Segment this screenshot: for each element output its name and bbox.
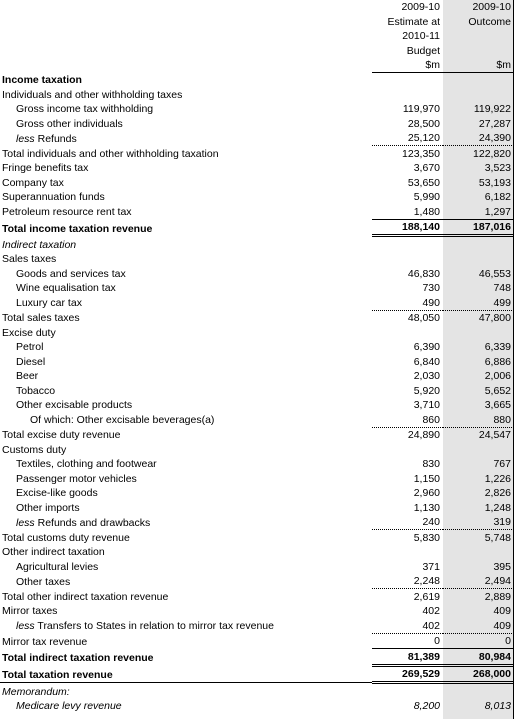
row-label: [0, 530, 372, 545]
estimate-value: 6,840: [413, 355, 440, 368]
table-row: [0, 442, 514, 457]
row-label: [0, 325, 372, 340]
outcome-value: 24,547: [443, 427, 514, 442]
table-row: [0, 589, 514, 604]
row-label: [0, 574, 372, 589]
table-row: [0, 574, 514, 589]
row-label: [0, 295, 372, 310]
estimate-value: [372, 87, 443, 102]
estimate-value: 1,150: [413, 472, 440, 485]
estimate-value: [372, 72, 443, 87]
row-label: [0, 559, 372, 574]
estimate-value: 490: [422, 296, 440, 309]
table-row: [0, 325, 514, 340]
table-row: [0, 161, 514, 176]
table-row: [0, 146, 514, 161]
table-row: [0, 683, 514, 699]
outcome-value: 880: [493, 413, 511, 426]
row-label: [0, 442, 372, 457]
row-label-text: Memorandum:: [2, 685, 70, 698]
header-col2-line: 2009-10: [472, 1, 511, 14]
row-label-text: Petroleum resource rent tax: [2, 206, 132, 219]
outcome-value: 0: [443, 633, 514, 649]
table-row: [0, 633, 514, 649]
row-label-text: Customs duty: [2, 443, 67, 456]
table-row: [0, 457, 514, 472]
estimate-value: 5,830: [372, 530, 443, 545]
estimate-value: [372, 442, 443, 457]
outcome-value: 119,922: [473, 103, 511, 116]
row-label-prefix: less: [16, 620, 35, 633]
row-label: [0, 281, 372, 296]
table-header: [0, 0, 514, 72]
row-label-text: Income taxation: [2, 74, 82, 87]
outcome-value: [443, 72, 514, 87]
outcome-value: 8,013: [484, 700, 511, 713]
estimate-value: 240: [422, 516, 440, 529]
outcome-value: 6,182: [484, 191, 511, 204]
outcome-value: [443, 683, 514, 699]
table-row: [0, 530, 514, 545]
table-row: [0, 471, 514, 486]
outcome-value: 6,886: [484, 355, 511, 368]
row-label-text: Excise duty: [2, 326, 56, 339]
row-label-text: Beer: [16, 370, 39, 383]
row-label: [0, 383, 372, 398]
estimate-value: [372, 325, 443, 340]
table-row: [0, 649, 514, 666]
estimate-value: 3,670: [413, 162, 440, 175]
outcome-value: [443, 87, 514, 102]
outcome-value: 2,889: [443, 589, 514, 604]
row-label: [0, 699, 372, 714]
table-row: [0, 340, 514, 355]
row-label-text: Medicare levy revenue: [16, 700, 122, 713]
outcome-value: 268,000: [443, 665, 514, 683]
row-label: [0, 486, 372, 501]
header-col1-unit: $m: [372, 58, 443, 73]
row-label-text: Wine equalisation tax: [16, 282, 116, 295]
table-row: [0, 72, 514, 87]
table-row: [0, 604, 514, 619]
table-row: [0, 354, 514, 369]
row-label: [0, 665, 372, 683]
row-label-text: Total individuals and other withholding taxation: [2, 147, 219, 160]
estimate-value: 123,350: [372, 146, 443, 161]
outcome-value: 499: [493, 296, 511, 309]
outcome-value: 5,652: [484, 384, 511, 397]
outcome-value: 2,494: [484, 575, 511, 588]
outcome-value: 80,984: [443, 649, 514, 666]
row-label: [0, 589, 372, 604]
row-label: [0, 500, 372, 515]
row-label-text: Passenger motor vehicles: [16, 472, 137, 485]
row-label-text: Individuals and other withholding taxes: [2, 88, 183, 101]
outcome-value: [443, 325, 514, 340]
row-label: [0, 175, 372, 190]
row-label: [0, 649, 372, 666]
row-label: [0, 369, 372, 384]
row-label: [0, 633, 372, 649]
estimate-value: 28,500: [407, 117, 440, 130]
outcome-value: 409: [493, 605, 511, 618]
header-col1-line: 2009-10: [401, 1, 440, 14]
estimate-value: 46,830: [407, 267, 440, 280]
header-col1-line: Estimate at: [387, 15, 440, 28]
outcome-value: 187,016: [443, 219, 514, 236]
table-row: [0, 219, 514, 236]
estimate-value: 2,960: [413, 487, 440, 500]
table-row: [0, 412, 514, 427]
row-label: [0, 340, 372, 355]
table-row: [0, 204, 514, 219]
row-label-text: Excise-like goods: [16, 487, 98, 500]
estimate-value: 5,920: [413, 384, 440, 397]
row-label: [0, 116, 372, 131]
outcome-value: 46,553: [478, 267, 511, 280]
estimate-value: 371: [422, 560, 440, 573]
row-label-text: Other indirect taxation: [2, 546, 105, 559]
row-label: [0, 252, 372, 267]
row-label: [0, 604, 372, 619]
row-label: [0, 266, 372, 281]
row-label: [0, 131, 372, 146]
row-label-text: Refunds: [34, 132, 77, 145]
row-label: [0, 618, 372, 633]
table-row: [0, 190, 514, 205]
estimate-value: 402: [422, 619, 440, 632]
estimate-value: 2,030: [413, 370, 440, 383]
row-label-text: Transfers to States in relation to mirror tax revenue: [34, 620, 274, 633]
estimate-value: 0: [372, 633, 443, 649]
estimate-value: 24,890: [372, 427, 443, 442]
row-label: [0, 102, 372, 117]
row-label: [0, 236, 372, 252]
row-label: [0, 471, 372, 486]
row-label-text: Other taxes: [16, 575, 71, 588]
row-label: [0, 204, 372, 219]
row-label-text: Total indirect taxation revenue: [2, 652, 154, 665]
table-row: [0, 310, 514, 325]
row-label-prefix: less: [16, 132, 35, 145]
row-label-text: Of which: Other excisable beverages(a): [30, 414, 215, 427]
estimate-value: 860: [422, 413, 440, 426]
table-row: [0, 665, 514, 683]
table-row: [0, 515, 514, 530]
row-label-text: Sales taxes: [2, 253, 57, 266]
row-label-text: Textiles, clothing and footwear: [16, 458, 157, 471]
table-row: [0, 131, 514, 146]
outcome-value: 122,820: [443, 146, 514, 161]
outcome-value: 53,193: [478, 176, 511, 189]
row-label-text: Other excisable products: [16, 399, 133, 412]
row-label: [0, 161, 372, 176]
outcome-value: 767: [493, 458, 511, 471]
row-label-text: Gross other individuals: [16, 117, 123, 130]
row-label: [0, 354, 372, 369]
row-label: [0, 219, 372, 236]
row-label-text: Refunds and drawbacks: [34, 516, 151, 529]
table-row: [0, 281, 514, 296]
outcome-value: [443, 252, 514, 267]
estimate-value: 269,529: [372, 665, 443, 683]
table-body: [0, 72, 514, 713]
row-label-text: Diesel: [16, 355, 46, 368]
estimate-value: [372, 683, 443, 699]
table-row: [0, 102, 514, 117]
estimate-value: 6,390: [413, 341, 440, 354]
row-label: [0, 457, 372, 472]
row-label-text: Mirror tax revenue: [2, 635, 88, 648]
estimate-value: 25,120: [407, 132, 440, 145]
row-label-text: Company tax: [2, 176, 64, 189]
row-label: [0, 398, 372, 413]
outcome-value: 409: [493, 619, 511, 632]
table-row: [0, 383, 514, 398]
row-label-text: Superannuation funds: [2, 191, 105, 204]
estimate-value: [372, 545, 443, 560]
outcome-value: 1,248: [484, 501, 511, 514]
header-col2-unit: $m: [443, 58, 514, 73]
estimate-value: [372, 236, 443, 252]
row-label-text: Gross income tax withholding: [16, 103, 154, 116]
row-label-text: Total income taxation revenue: [2, 222, 153, 235]
outcome-value: 748: [493, 282, 511, 295]
row-label-text: Tobacco: [16, 384, 56, 397]
row-label: [0, 427, 372, 442]
estimate-value: 48,050: [372, 310, 443, 325]
outcome-value: 2,826: [484, 487, 511, 500]
table-row: [0, 618, 514, 633]
outcome-value: 2,006: [484, 370, 511, 383]
outcome-value: 47,800: [443, 310, 514, 325]
outcome-value: 1,226: [484, 472, 511, 485]
outcome-value: [443, 236, 514, 252]
table-row: [0, 398, 514, 413]
table-row: [0, 87, 514, 102]
outcome-value: 395: [493, 560, 511, 573]
row-label: [0, 545, 372, 560]
outcome-value: 24,390: [478, 132, 511, 145]
row-label-text: Luxury car tax: [16, 297, 82, 310]
row-label: [0, 190, 372, 205]
table-row: [0, 236, 514, 252]
row-label: [0, 515, 372, 530]
row-label: [0, 146, 372, 161]
estimate-value: 8,200: [413, 700, 440, 713]
estimate-value: 402: [422, 605, 440, 618]
estimate-value: 2,619: [372, 589, 443, 604]
table-row: [0, 500, 514, 515]
outcome-value: 27,287: [478, 117, 511, 130]
table-row: [0, 369, 514, 384]
header-col1-line: 2010-11: [402, 30, 440, 43]
header-col2-line: Outcome: [468, 15, 511, 28]
header-col2-line: [443, 29, 514, 43]
row-label-text: Fringe benefits tax: [2, 162, 89, 175]
row-label-text: Petrol: [16, 341, 44, 354]
table-row: [0, 175, 514, 190]
outcome-value: 3,523: [484, 162, 511, 175]
row-label-text: Agricultural levies: [16, 560, 99, 573]
estimate-value: 53,650: [407, 176, 440, 189]
table-row: [0, 252, 514, 267]
outcome-value: 6,339: [484, 341, 511, 354]
row-label-text: Total other indirect taxation revenue: [2, 590, 169, 603]
estimate-value: 2,248: [413, 575, 440, 588]
table-row: [0, 486, 514, 501]
row-label: [0, 310, 372, 325]
table-row: [0, 545, 514, 560]
row-label-text: Total excise duty revenue: [2, 429, 121, 442]
table-row: [0, 295, 514, 310]
outcome-value: [443, 545, 514, 560]
header-col1-line: Budget: [406, 44, 440, 57]
row-label-text: Goods and services tax: [16, 267, 126, 280]
table-row: [0, 699, 514, 714]
estimate-value: 830: [422, 458, 440, 471]
row-label: [0, 87, 372, 102]
estimate-value: 730: [422, 282, 440, 295]
table-row: [0, 116, 514, 131]
outcome-value: 3,665: [484, 399, 511, 412]
outcome-value: 1,297: [484, 205, 511, 218]
outcome-value: 319: [493, 516, 511, 529]
estimate-value: 3,710: [413, 399, 440, 412]
estimate-value: 5,990: [413, 191, 440, 204]
row-label: [0, 72, 372, 87]
estimate-value: 1,480: [413, 205, 440, 218]
row-label: [0, 412, 372, 427]
outcome-value: 5,748: [443, 530, 514, 545]
row-label-text: Total taxation revenue: [2, 669, 113, 682]
row-label-text: Indirect taxation: [2, 238, 77, 251]
estimate-value: 81,389: [372, 649, 443, 666]
row-label-text: Other imports: [16, 501, 80, 514]
estimate-value: 188,140: [372, 219, 443, 236]
row-label-text: Total sales taxes: [2, 312, 80, 325]
row-label-text: Total customs duty revenue: [2, 531, 130, 544]
table-row: [0, 427, 514, 442]
row-label-text: Mirror taxes: [2, 605, 58, 618]
table-row: [0, 559, 514, 574]
outcome-value: [443, 442, 514, 457]
table-row: [0, 266, 514, 281]
estimate-value: [372, 252, 443, 267]
row-label-prefix: less: [16, 516, 35, 529]
estimate-value: 1,130: [413, 501, 440, 514]
header-col2-line: [443, 43, 514, 57]
estimate-value: 119,970: [402, 103, 440, 116]
row-label: [0, 683, 372, 699]
